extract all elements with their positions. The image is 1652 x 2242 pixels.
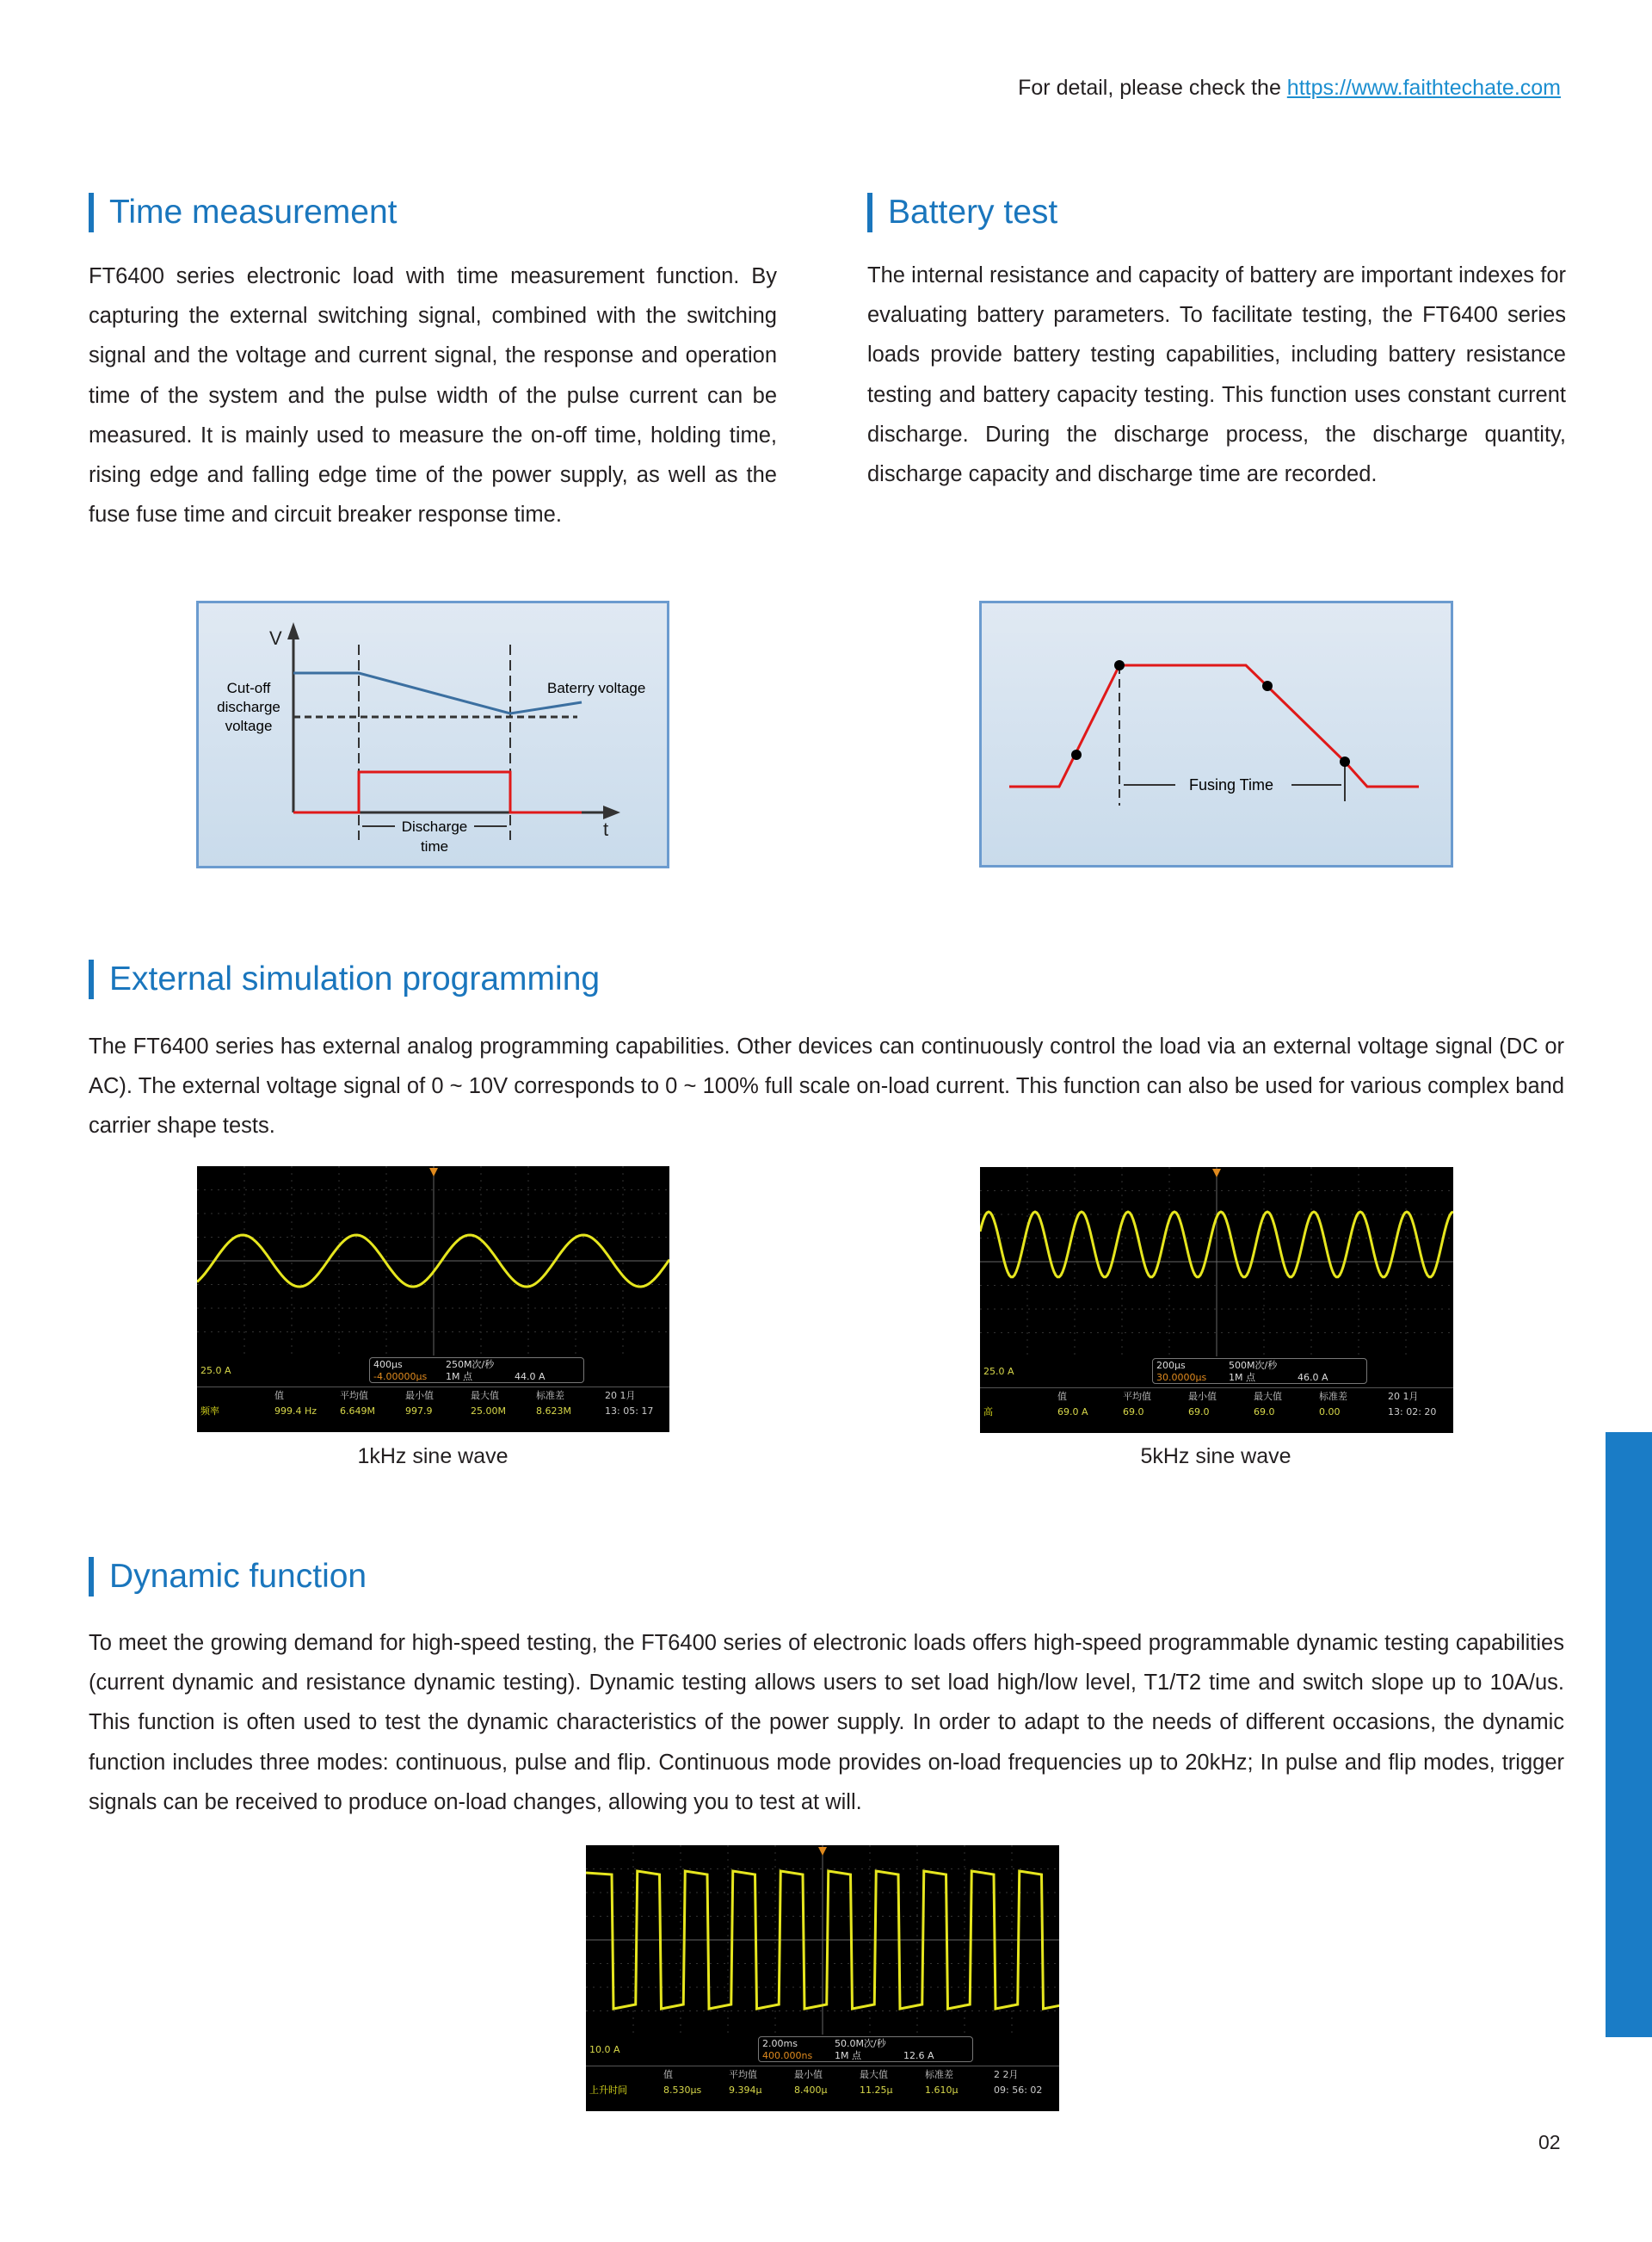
website-link[interactable]: https://www.faithtechate.com xyxy=(1286,76,1561,100)
measure-header: 平均值 xyxy=(1123,1391,1151,1402)
measure-value: 9.394μ xyxy=(729,2085,762,2096)
measure-header: 最大值 xyxy=(1254,1391,1282,1402)
acquisition-panel xyxy=(1152,1358,1367,1384)
measure-header: 最小值 xyxy=(405,1390,434,1401)
discharge-label: Discharge xyxy=(401,818,468,835)
time-measurement-text: FT6400 series electronic load with time measurement function. By capturing the external switching signal, combined with the switching signal and the voltage and current signal, the response and operation time of the system and the pulse width of the pulse current can be measured. It is mainly used to measure the on-off time, holding time, rising edge and falling edge time of the power supply, as well as the fuse fuse time and circuit breaker response time. xyxy=(89,264,777,528)
timebase: 400μs xyxy=(373,1359,403,1370)
scope-time: 13: 02: 20 xyxy=(1388,1406,1437,1417)
cutoff-label: Cut-off xyxy=(226,680,271,696)
measure-header: 标准差 xyxy=(1319,1391,1347,1402)
fusing-diagram xyxy=(979,601,1453,868)
detail-note xyxy=(1018,76,1561,101)
channel-scale: 25.0 A xyxy=(200,1365,231,1376)
sample-rate: 500M次/秒 xyxy=(1229,1360,1278,1371)
cutoff-label: voltage xyxy=(225,718,273,734)
external-programming-text: The FT6400 series has external analog programming capabilities. Other devices can continuously control the load via an external voltage signal (DC or AC). The external voltage signal of 0 ~ 10V corresponds to 0 ~ 100% full scale on-load current. This function can also be used for various complex band carrier shape tests. xyxy=(89,1035,1564,1139)
memory-depth: 1M 点 xyxy=(1229,1372,1255,1383)
measure-header: 平均值 xyxy=(340,1390,368,1401)
measure-header: 值 xyxy=(1057,1391,1067,1402)
fusing-time-label: Fusing Time xyxy=(1188,776,1274,794)
page-number: 02 xyxy=(1538,2131,1561,2153)
discharge-diagram xyxy=(196,601,669,868)
channel-scale: 10.0 A xyxy=(589,2044,620,2055)
scope-1khz xyxy=(197,1166,669,1432)
scope-time: 09: 56: 02 xyxy=(994,2085,1043,2096)
scope-caption: 1kHz sine wave xyxy=(357,1444,509,1468)
cutoff-label: discharge xyxy=(217,699,280,715)
trigger-marker xyxy=(429,1168,438,1177)
timebase: 200μs xyxy=(1156,1360,1186,1371)
sample-rate: 250M次/秒 xyxy=(446,1359,495,1370)
scope-dynamic xyxy=(586,1845,1059,2111)
measure-value: 69.0 xyxy=(1123,1406,1144,1417)
discharge-label: time xyxy=(420,838,449,855)
measure-value: 0.00 xyxy=(1319,1406,1341,1417)
scope-date: 20 1月 xyxy=(605,1390,636,1401)
measurement-name: 高 xyxy=(983,1406,993,1417)
timebase: 2.00ms xyxy=(762,2038,798,2049)
battery-voltage-label: Baterry voltage xyxy=(547,680,646,696)
sample-rate: 50.0M次/秒 xyxy=(835,2038,886,2049)
trigger-level: 44.0 A xyxy=(515,1371,546,1382)
measure-value: 69.0 xyxy=(1254,1406,1275,1417)
measure-value: 69.0 xyxy=(1188,1406,1210,1417)
v-axis-label: V xyxy=(269,627,282,649)
side-tab-bar xyxy=(1606,1432,1652,2037)
memory-depth: 1M 点 xyxy=(835,2050,861,2061)
external-programming-heading: External simulation programming xyxy=(89,960,600,999)
t-axis-label: t xyxy=(603,818,609,840)
measure-header: 最大值 xyxy=(471,1390,499,1401)
measure-value: 8.400μ xyxy=(794,2085,828,2096)
trigger-delay: 30.0000μs xyxy=(1156,1372,1207,1383)
dynamic-function-text: To meet the growing demand for high-speed testing, the FT6400 series of electronic loads offers high-speed programmable dynamic testing capabilities (current dynamic and resistance dynamic testing). Dynamic testing allows users to set load high/low level, T1/T2 time and switch slope up to 10A/us. This function is often used to test the dynamic characteristics of the power supply. In order to adapt to the needs of different occasions, the dynamic function includes three modes: continuous, pulse and flip. Continuous mode provides on-load frequencies up to 20kHz; In pulse and flip modes, trigger signals can be received to produce on-load changes, allowing you to test at will. xyxy=(89,1631,1564,1814)
measurement-name: 频率 xyxy=(200,1405,219,1417)
note-text: For detail, please check the xyxy=(1018,76,1287,100)
scope-5khz xyxy=(980,1167,1453,1433)
memory-depth: 1M 点 xyxy=(446,1371,472,1382)
dynamic-function-heading: Dynamic function xyxy=(89,1557,367,1597)
trigger-level: 46.0 A xyxy=(1298,1372,1328,1383)
measure-header: 值 xyxy=(663,2069,673,2080)
time-measurement-heading: Time measurement xyxy=(89,193,398,232)
measure-header: 最小值 xyxy=(794,2069,823,2080)
acquisition-panel xyxy=(758,2036,973,2062)
measure-value: 997.9 xyxy=(405,1405,433,1417)
measure-header: 值 xyxy=(274,1390,284,1401)
trigger-level: 12.6 A xyxy=(903,2050,934,2061)
acquisition-panel xyxy=(369,1357,584,1383)
scope-caption: 5kHz sine wave xyxy=(1140,1444,1291,1468)
scope-date: 20 1月 xyxy=(1388,1391,1419,1402)
measurement-name: 上升时间 xyxy=(589,2085,627,2096)
measure-value: 11.25μ xyxy=(860,2085,893,2096)
measure-header: 标准差 xyxy=(536,1390,564,1401)
measure-header: 最小值 xyxy=(1188,1391,1217,1402)
trigger-marker xyxy=(1212,1169,1221,1177)
measure-header: 最大值 xyxy=(860,2069,888,2080)
scope-time: 13: 05: 17 xyxy=(605,1405,654,1417)
battery-test-heading: Battery test xyxy=(867,193,1057,232)
measure-header: 标准差 xyxy=(925,2069,953,2080)
measure-value: 8.530μs xyxy=(663,2085,702,2096)
measure-value: 1.610μ xyxy=(925,2085,959,2096)
measure-value: 69.0 A xyxy=(1057,1406,1088,1417)
trigger-marker xyxy=(818,1847,827,1856)
measure-value: 25.00M xyxy=(471,1405,506,1417)
scope-date: 2 2月 xyxy=(994,2069,1019,2080)
measure-header: 平均值 xyxy=(729,2069,757,2080)
measure-value: 8.623M xyxy=(536,1405,571,1417)
measure-value: 6.649M xyxy=(340,1405,375,1417)
channel-scale: 25.0 A xyxy=(983,1366,1014,1377)
measure-value: 999.4 Hz xyxy=(274,1405,317,1417)
battery-test-text: The internal resistance and capacity of battery are important indexes for evaluating battery parameters. To facilitate testing, the FT6400 series loads provide battery testing capabilities, including battery resistance testing and battery capacity testing. This function uses constant current discharge. During the discharge process, the discharge quantity, discharge capacity and discharge time are recorded. xyxy=(867,263,1566,487)
trigger-delay: -4.00000μs xyxy=(373,1371,428,1382)
trigger-delay: 400.000ns xyxy=(762,2050,813,2061)
